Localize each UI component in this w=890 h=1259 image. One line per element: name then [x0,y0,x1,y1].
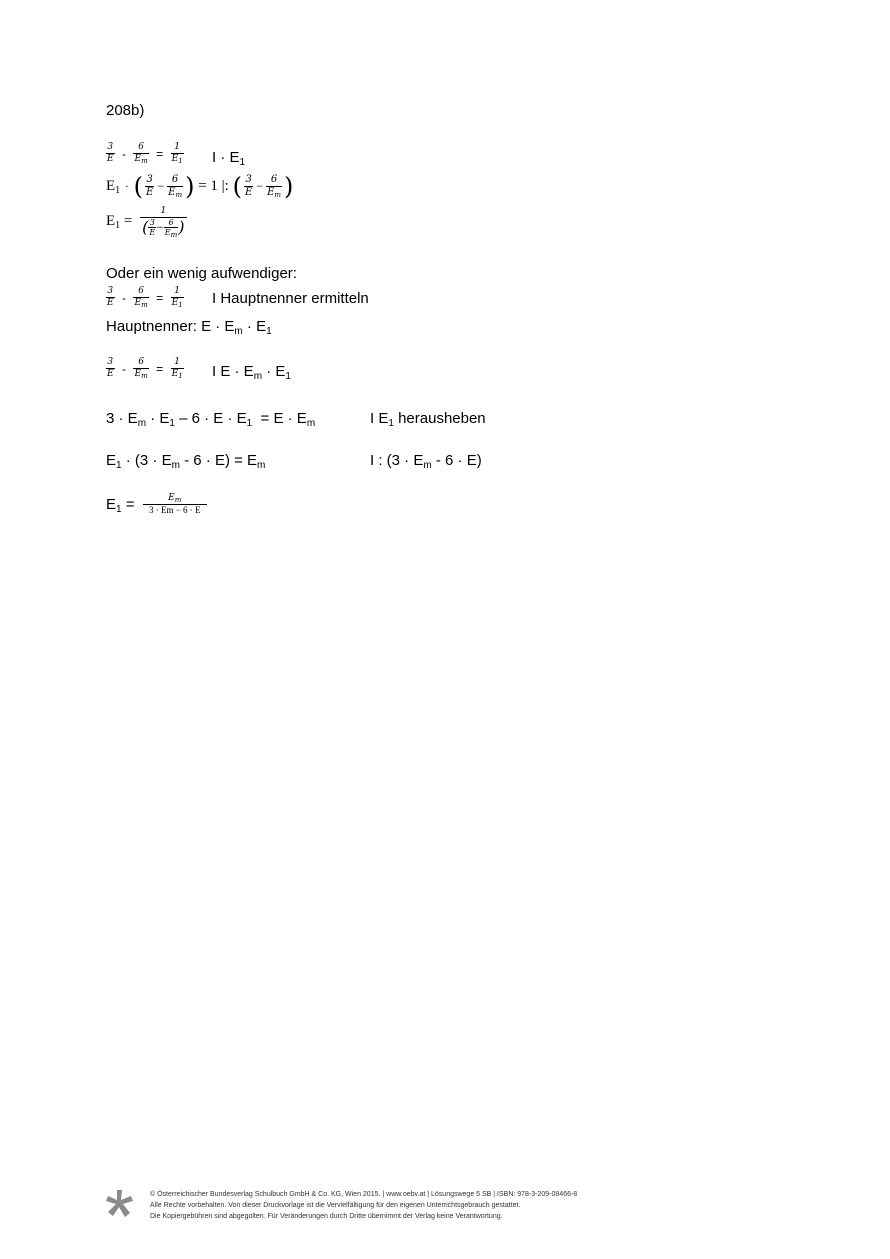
equation-7-comment: I : $(3 \cdot E_m - 6 \cdot E)$ [370,452,482,471]
footer-copyright: © Österreichischer Bundesverlag Schulbuch GmbH & Co. KG, Wien 2015. | www.oebv.at | Lösungswege 5 SB | ISBN: 978-3-209-08466-8 [150,1191,578,1198]
equation-4: $\frac{3}{E}$ - $\frac{6}{E_m}$ = $\frac{1}{E_1}$ [107,286,183,309]
oebv-logo-icon [104,1188,136,1220]
equation-4-comment: I Hauptnenner ermitteln [212,290,369,307]
equation-1: $\frac{3}{E}$ - $\frac{6}{E_m}$ = $\frac{1}{E_1}$ [107,142,183,165]
equation-1-comment: $I \cdot E_1$ [212,149,246,168]
equation-2: $E_1$ · ( $\frac{3}{E}$ − $\frac{6}{E_m}$ ) = 1 |: ( $\frac{3}{E}$ − $\frac{6}{E_m}$ ) [106,172,294,201]
section-intro: Oder ein wenig aufwendiger: [106,265,297,282]
equation-3: $E_1$ = 1 ( $\frac{3}{E}$ − $\frac{6}{Em}$ ) [106,206,185,239]
fraction-3-over-E: $\frac{3}{E}$ [107,142,114,164]
equation-6-comment: I $E_1$ herausheben [370,410,486,429]
equation-7: $E_1 \cdot (3 \cdot E_m - 6 \cdot E) = E_m$ [106,452,266,471]
equation-8: $E_1$ = $\frac{E_m}{3 \cdot Em - 6 \cdot E}$ [106,493,209,516]
fraction-6-over-Em: $\frac{6}{E_m}$ [134,142,148,165]
equation-6: $3 \cdot E_m \cdot E_1 - 6 \cdot E \cdot E_1 = E \cdot E_m$ [106,410,316,429]
equation-5-comment: I $E \cdot E_m \cdot E_1$ [212,363,291,382]
fraction-1-over-E1: $\frac{1}{E_1}$ [171,142,183,165]
hauptnenner-line: Hauptnenner: $E \cdot E_m \cdot E_1$ [106,318,272,337]
footer-fees: Die Kopiergebühren sind abgegolten. Für Veränderungen durch Dritte übernimmt der Verlag keine Verantwortung. [150,1213,503,1220]
footer-rights: Alle Rechte vorbehalten. Von dieser Druckvorlage ist die Vervielfältigung für den eigenen Unterrichtsgebrauch gestattet. [150,1202,521,1209]
problem-label: 208b) [106,102,145,119]
equation-5: $\frac{3}{E}$ - $\frac{6}{E_m}$ = $\frac{1}{E_1}$ [107,357,183,380]
